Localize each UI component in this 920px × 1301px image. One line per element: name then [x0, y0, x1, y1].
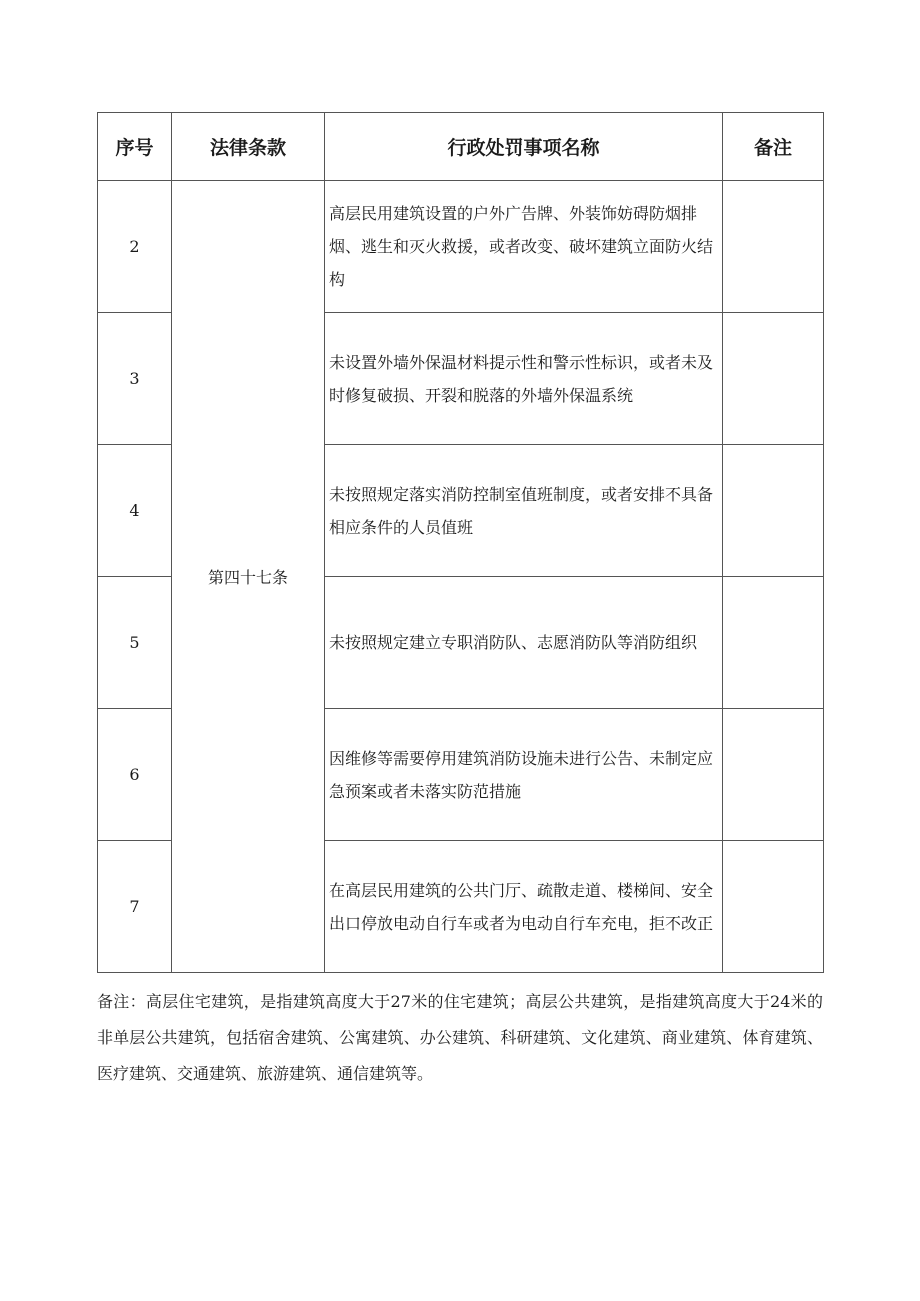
header-article: 法律条款 — [172, 113, 325, 181]
row-seq: 4 — [98, 445, 172, 577]
row-item: 在高层民用建筑的公共门厅、疏散走道、楼梯间、安全出口停放电动自行车或者为电动自行车充电，拒不改正 — [325, 841, 723, 973]
row-item: 高层民用建筑设置的户外广告牌、外装饰妨碍防烟排烟、逃生和灭火救援，或者改变、破坏建筑立面防火结构 — [325, 181, 723, 313]
row-remark — [723, 445, 824, 577]
row-seq: 7 — [98, 841, 172, 973]
header-seq: 序号 — [98, 113, 172, 181]
table-header-row — [98, 113, 824, 181]
row-remark — [723, 313, 824, 445]
row-remark — [723, 181, 824, 313]
row-item: 未按照规定落实消防控制室值班制度，或者安排不具备相应条件的人员值班 — [325, 445, 723, 577]
footnote: 备注：高层住宅建筑，是指建筑高度大于27米的住宅建筑；高层公共建筑，是指建筑高度大于24米的非单层公共建筑，包括宿舍建筑、公寓建筑、办公建筑、科研建筑、文化建筑、商业建筑、体育建筑、医疗建筑、交通建筑、旅游建筑、通信建筑等。 — [97, 992, 823, 1083]
header-remark: 备注 — [723, 113, 824, 181]
article-cell: 第四十七条 — [172, 181, 325, 973]
row-remark — [723, 577, 824, 709]
row-item: 因维修等需要停用建筑消防设施未进行公告、未制定应急预案或者未落实防范措施 — [325, 709, 723, 841]
header-item: 行政处罚事项名称 — [325, 113, 723, 181]
table-row — [98, 181, 824, 313]
row-item: 未按照规定建立专职消防队、志愿消防队等消防组织 — [325, 577, 723, 709]
row-remark — [723, 709, 824, 841]
row-seq: 2 — [98, 181, 172, 313]
row-seq: 3 — [98, 313, 172, 445]
row-seq: 6 — [98, 709, 172, 841]
row-remark — [723, 841, 824, 973]
penalty-table — [97, 112, 824, 973]
row-item: 未设置外墙外保温材料提示性和警示性标识，或者未及时修复破损、开裂和脱落的外墙外保温系统 — [325, 313, 723, 445]
row-seq: 5 — [98, 577, 172, 709]
